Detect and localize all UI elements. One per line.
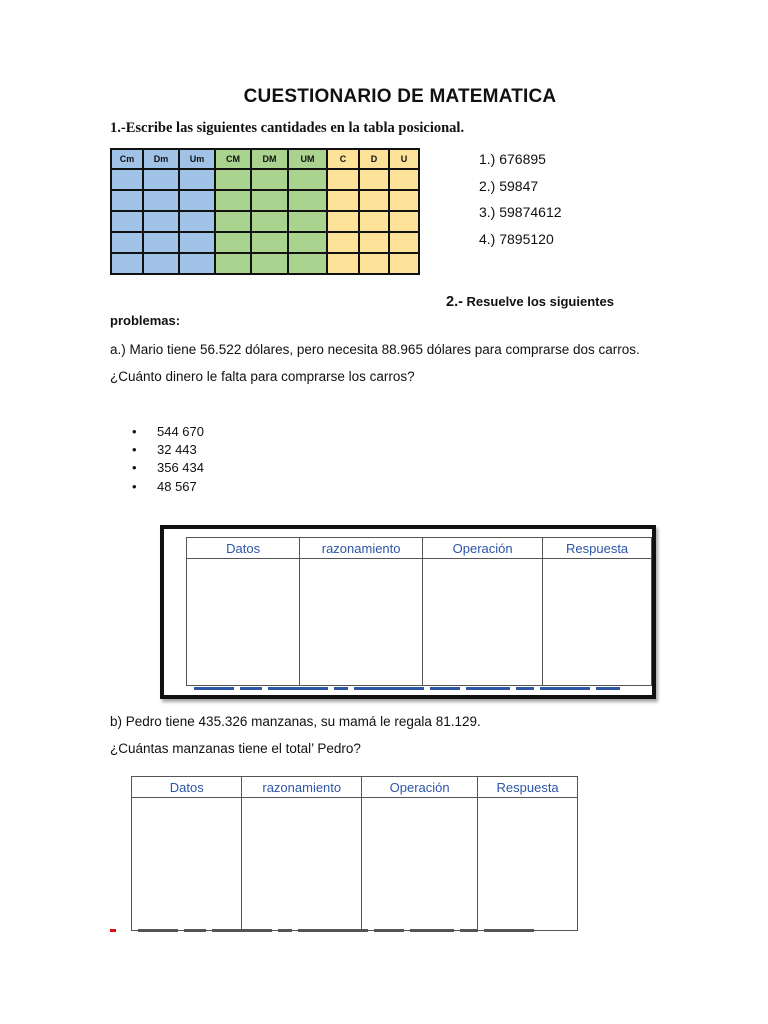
question-1-text: 1.-Escribe las siguientes cantidades en la tabla posicional. <box>110 120 465 136</box>
cell-datos[interactable] <box>132 798 242 931</box>
cell[interactable] <box>179 253 215 274</box>
cell-razonamiento[interactable] <box>242 798 362 931</box>
header-DM: DM <box>251 149 288 169</box>
cell[interactable] <box>215 211 251 232</box>
header-UM: UM <box>288 149 327 169</box>
cell[interactable] <box>251 211 288 232</box>
cell[interactable] <box>111 211 143 232</box>
cell[interactable] <box>111 169 143 190</box>
numbers-list <box>479 146 562 252</box>
cell[interactable] <box>288 169 327 190</box>
cell[interactable] <box>111 232 143 253</box>
cell[interactable] <box>288 253 327 274</box>
cell[interactable] <box>215 169 251 190</box>
cell-respuesta[interactable] <box>543 559 652 686</box>
cell[interactable] <box>179 169 215 190</box>
cell[interactable] <box>327 190 359 211</box>
cut-off-text <box>194 687 654 691</box>
cell[interactable] <box>359 169 389 190</box>
cell[interactable] <box>288 232 327 253</box>
place-value-header-row <box>111 149 419 169</box>
cell[interactable] <box>215 190 251 211</box>
problem-b-line2: ¿Cuántas manzanas tiene el total’ Pedro? <box>110 741 361 756</box>
header-cm: Cm <box>111 149 143 169</box>
col-operacion: Operación <box>423 538 543 559</box>
question-2-number: 2.- <box>446 294 463 310</box>
answer-options <box>132 423 204 496</box>
option-item[interactable]: • 356 434 <box>132 460 204 476</box>
header-um: Um <box>179 149 215 169</box>
col-datos: Datos <box>187 538 300 559</box>
cell-operacion[interactable] <box>362 798 478 931</box>
col-datos: Datos <box>132 777 242 798</box>
cell[interactable] <box>251 232 288 253</box>
cell-datos[interactable] <box>187 559 300 686</box>
cell[interactable] <box>215 232 251 253</box>
cell[interactable] <box>359 211 389 232</box>
col-razonamiento: razonamiento <box>242 777 362 798</box>
cell[interactable] <box>143 211 179 232</box>
number-item: 2.) 59847 <box>479 177 539 194</box>
work-table-a <box>186 537 652 686</box>
cell[interactable] <box>179 232 215 253</box>
cell[interactable] <box>327 232 359 253</box>
place-value-row <box>111 253 419 274</box>
header-D: D <box>359 149 389 169</box>
cell[interactable] <box>111 253 143 274</box>
question-2-heading <box>446 294 614 310</box>
number-item: 3.) 59874612 <box>479 204 562 220</box>
header-C: C <box>327 149 359 169</box>
option-item[interactable]: • 544 670 <box>132 424 204 439</box>
header-CM: CM <box>215 149 251 169</box>
cell[interactable] <box>179 190 215 211</box>
work-table-b-frame <box>128 773 578 933</box>
col-respuesta: Respuesta <box>543 538 652 559</box>
page-title: CUESTIONARIO DE MATEMATICA <box>243 86 557 107</box>
cell[interactable] <box>327 253 359 274</box>
work-table-b <box>131 776 578 931</box>
cell[interactable] <box>215 253 251 274</box>
cell[interactable] <box>389 232 419 253</box>
option-item[interactable]: • 32 443 <box>132 442 197 458</box>
col-respuesta: Respuesta <box>478 777 578 798</box>
number-item: 1.) 676895 <box>479 151 546 167</box>
cell[interactable] <box>143 169 179 190</box>
cell[interactable] <box>359 232 389 253</box>
cell[interactable] <box>359 190 389 211</box>
col-operacion: Operación <box>362 777 478 798</box>
cell[interactable] <box>143 253 179 274</box>
cut-off-text <box>138 929 578 933</box>
place-value-row <box>111 211 419 232</box>
cell[interactable] <box>359 253 389 274</box>
header-dm: Dm <box>143 149 179 169</box>
cell[interactable] <box>143 232 179 253</box>
problem-a-line1: a.) Mario tiene 56.522 dólares, pero necesita 88.965 dólares para comprarse dos carros. <box>110 342 640 357</box>
cell[interactable] <box>251 253 288 274</box>
cell[interactable] <box>389 253 419 274</box>
place-value-table <box>110 148 420 275</box>
cell[interactable] <box>179 211 215 232</box>
place-value-row <box>111 169 419 190</box>
option-item[interactable]: • 48 567 <box>132 478 197 494</box>
problem-a-line2: ¿Cuánto dinero le falta para comprarse los carros? <box>110 369 415 384</box>
cell[interactable] <box>111 190 143 211</box>
place-value-row <box>111 190 419 211</box>
number-item: 4.) 7895120 <box>479 230 554 247</box>
work-table-a-frame <box>160 525 656 699</box>
place-value-row <box>111 232 419 253</box>
cell[interactable] <box>143 190 179 211</box>
cell[interactable] <box>251 190 288 211</box>
cell[interactable] <box>288 211 327 232</box>
cell[interactable] <box>251 169 288 190</box>
cell-respuesta[interactable] <box>478 798 578 931</box>
cell[interactable] <box>389 190 419 211</box>
red-mark <box>110 929 116 932</box>
problem-b-line1: b) Pedro tiene 435.326 manzanas, su mamá le regala 81.129. <box>110 714 481 729</box>
question-2-text-cont: problemas: <box>110 313 181 328</box>
question-2-text: Resuelve los siguientes <box>466 294 614 309</box>
col-razonamiento: razonamiento <box>300 538 423 559</box>
cell-operacion[interactable] <box>423 559 543 686</box>
cell[interactable] <box>327 211 359 232</box>
cell[interactable] <box>288 190 327 211</box>
cell-razonamiento[interactable] <box>300 559 423 686</box>
cell[interactable] <box>327 169 359 190</box>
cell[interactable] <box>389 211 419 232</box>
header-U: U <box>389 149 419 169</box>
cell[interactable] <box>389 169 419 190</box>
